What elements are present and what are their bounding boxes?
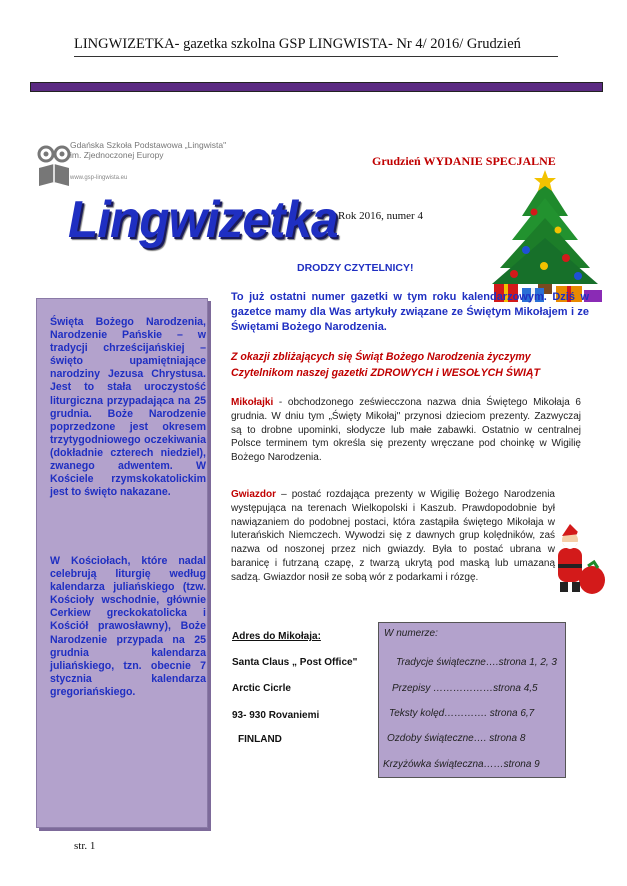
greeting-heading: DRODZY CZYTELNICY! xyxy=(297,262,414,274)
purple-banner-bar xyxy=(30,82,603,92)
christmas-tree-icon xyxy=(474,168,616,310)
address-line-3: 93- 930 Rovaniemi xyxy=(232,710,320,721)
page-number: str. 1 xyxy=(74,840,96,852)
special-edition-label: Grudzień WYDANIE SPECJALNE xyxy=(372,154,556,168)
contents-item: Teksty kolęd…………. strona 6,7 xyxy=(389,708,535,719)
gwiazdor-text: – postać rozdająca prezenty w Wigilię Bożego Narodzenia występująca na terenach Wielkopolski i Kaszub. Prawdopodobnie był nawiązaniem do podobnej postaci, która zastąpiła świętego Mikołaja w luterańskich Niemczech. Wywodzi się z dawnych grup kolędników, zaś nazwa od noszonej przez nich gwiazdy. Była to postać ubrana w baranicę i futrzaną czapę, z twarzą ukrytą pod maską lub umazaną sadzą. Gwiazdor nosił ze sobą wór z podarkami i rózgę. xyxy=(231,489,555,583)
school-url: www.gsp-lingwista.eu xyxy=(70,175,128,181)
contents-item: Przepisy ………………strona 4,5 xyxy=(392,683,538,694)
gwiazdor-paragraph xyxy=(231,488,555,585)
contents-item: Krzyżówka świąteczna……strona 9 xyxy=(383,759,540,770)
sidebar-paragraph-2: W Kościołach, które nadal celebrują liturgię według kalendarza juliańskiego (tzw. Kościoły wschodnie, głównie Cerkiew greckokatolicka i Kościół prawosławny), Boże Narodzenie przypada na 25 grudnia kalendarza juliańskiego, tzn. obecnie 7 stycznia kalendarza gregoriańskiego. xyxy=(50,555,206,698)
intro-paragraph: To już ostatni numer gazetki w tym roku kalendarzowym. Dziś w gazetce mamy dla Was artykuły związane ze Świętym Mikołajem i ze Świętami Bożego Narodzenia. xyxy=(231,291,589,333)
mikolajki-paragraph xyxy=(231,396,581,465)
contents-item: Ozdoby świąteczne…. strona 8 xyxy=(387,733,526,744)
contents-box xyxy=(378,622,566,778)
masthead-title: Lingwizetka xyxy=(68,191,338,249)
address-title: Adres do Mikołaja: xyxy=(232,631,321,642)
contents-title: W numerze: xyxy=(384,628,438,639)
contents-item: Tradycje świąteczne….strona 1, 2, 3 xyxy=(396,657,557,668)
gwiazdor-lead: Gwiazdor xyxy=(231,489,277,500)
mikolajki-text: - obchodzonego zeświecczona nazwa dnia Świętego Mikołaja 6 grudnia. W dniu tym „Święty Mikołaj" przynosi dzieciom prezenty. Zazwyczaj są to drobne upominki, słodycze lub małe zabawki. Ostatnio w centralnej Polsce terminem tym określa się prezenty wręczane pod choinkę w Wigilię Bożego Narodzenia. xyxy=(231,397,581,464)
issue-info: Rok 2016, numer 4 xyxy=(338,210,423,222)
wishes-paragraph: Z okazji zbliżających się Świąt Bożego Narodzenia życzymy Czytelnikom naszej gazetki ZDROWYCH i WESOŁYCH ŚWIĄT xyxy=(231,351,541,379)
school-name: Gdańska Szkoła Podstawowa „Lingwista" im. Zjednoczonej Europy xyxy=(70,140,227,160)
santa-claus-icon xyxy=(548,522,606,596)
header-rule xyxy=(74,56,558,57)
address-line-1: Santa Claus „ Post Office" xyxy=(232,657,358,668)
address-line-2: Arctic Cicrle xyxy=(232,683,291,694)
address-line-4: FINLAND xyxy=(238,734,282,745)
newsletter-header: LINGWIZETKA- gazetka szkolna GSP LINGWISTA- Nr 4/ 2016/ Grudzień xyxy=(74,36,521,52)
mikolajki-lead: Mikołajki xyxy=(231,397,274,408)
sidebar-paragraph-1: Święta Bożego Narodzenia, Narodzenie Pańskie – w tradycji chrześcijańskiej – święto upamiętniające narodziny Jezusa Chrystusa. Jest to stała uroczystość liturgiczna przypadająca na 25 grudnia. Boże Narodzenie poprzedzone jest okresem trzytygodniowego oczekiwania (dokładnie czterech niedziel), zwanego adwentem. W Kościele rzymskokatolickim jest to święto nakazane. xyxy=(50,316,206,499)
